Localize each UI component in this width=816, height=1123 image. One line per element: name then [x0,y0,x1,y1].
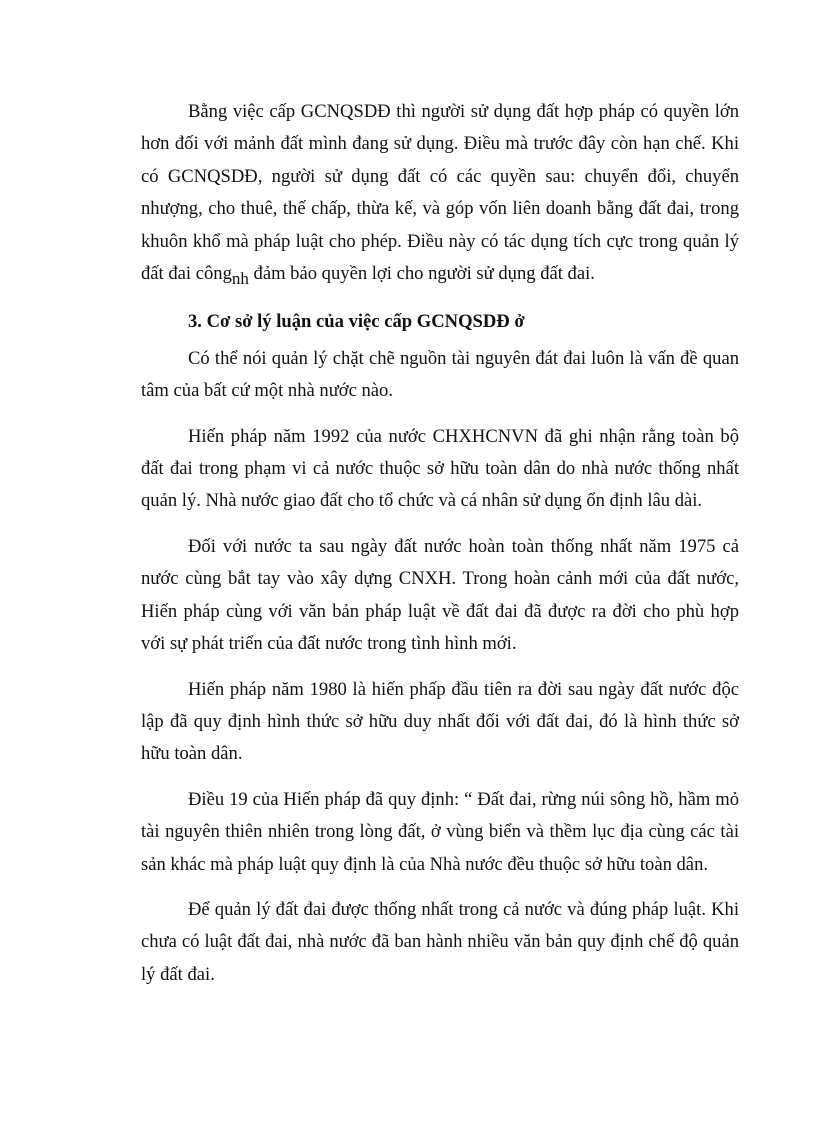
paragraph-constitution-1992: Hiến pháp năm 1992 của nước CHXHCNVN đã ghi nhận rằng toàn bộ đất đai trong phạm vi cả nước thuộc sở hữu toàn dân do nhà nước thống nhất quản lý. Nhà nước giao đất cho tổ chức và cá nhân sử dụng ổn định lâu dài. [141,425,739,512]
paragraph-constitution-1980: Hiến pháp năm 1980 là hiến phấp đầu tiên ra đời sau ngày đất nước độc lập đã quy định hình thức sở hữu duy nhất đối với đất đai, đó là hình thức sở hữu toàn dân. [141,678,739,765]
text-fragment: nh [231,269,249,289]
section-heading: 3. Cơ sở lý luận của việc cấp GCNQSDĐ ở [188,311,525,333]
paragraph-article-19: Điều 19 của Hiến pháp đã quy định: “ Đất đai, rừng núi sông hồ, hầm mỏ tài nguyên thiên nhiên trong lòng đất, ở vùng biển và thềm lục địa cùng các tài sản khác mà pháp luật quy định là của Nhà nước đều thuộc sở hữu toàn dân. [141,788,739,875]
paragraph-text: Bằng việc cấp GCNQSDĐ thì người sử dụng đất hợp pháp có quyền lớn hơn đối với mảnh đất mình đang sử dụng. Điều mà trước đây còn hạn chế. Khi có GCNQSDĐ, người sử dụng đất có các quyền sau: chuyển đổi, chuyển nhượng, cho thuê, thế chấp, thừa kế, và góp vốn liên doanh bằng đất đai, trong khuôn khổ mà pháp luật cho phép. Điều này có tác dụng tích cực trong quản lý đất đai công [141,101,739,285]
paragraph-reunification-1975: Đối với nước ta sau ngày đất nước hoàn toàn thống nhất năm 1975 cả nước cùng bắt tay vào xây dựng CNXH. Trong hoàn cảnh mới của đất nước, Hiến pháp cùng với văn bản pháp luật về đất đai đã được ra đời cho phù hợp với sự phát triển của đất nước trong tình hình mới. [141,535,739,655]
paragraph-gcnqsdd-rights [141,96,739,290]
paragraph-land-management: Có thể nói quản lý chặt chẽ nguồn tài nguyên đát đai luôn là vấn đề quan tâm của bất cứ một nhà nước nào. [141,347,739,402]
paragraph-land-law: Để quản lý đất đai được thống nhất trong cả nước và đúng pháp luật. Khi chưa có luật đất đai, nhà nước đã ban hành nhiều văn bản quy định chế độ quản lý đất đai. [141,898,739,985]
paragraph-text-end: đảm bảo quyền lợi cho người sử dụng đất đai. [248,263,595,285]
document-page [141,96,739,991]
